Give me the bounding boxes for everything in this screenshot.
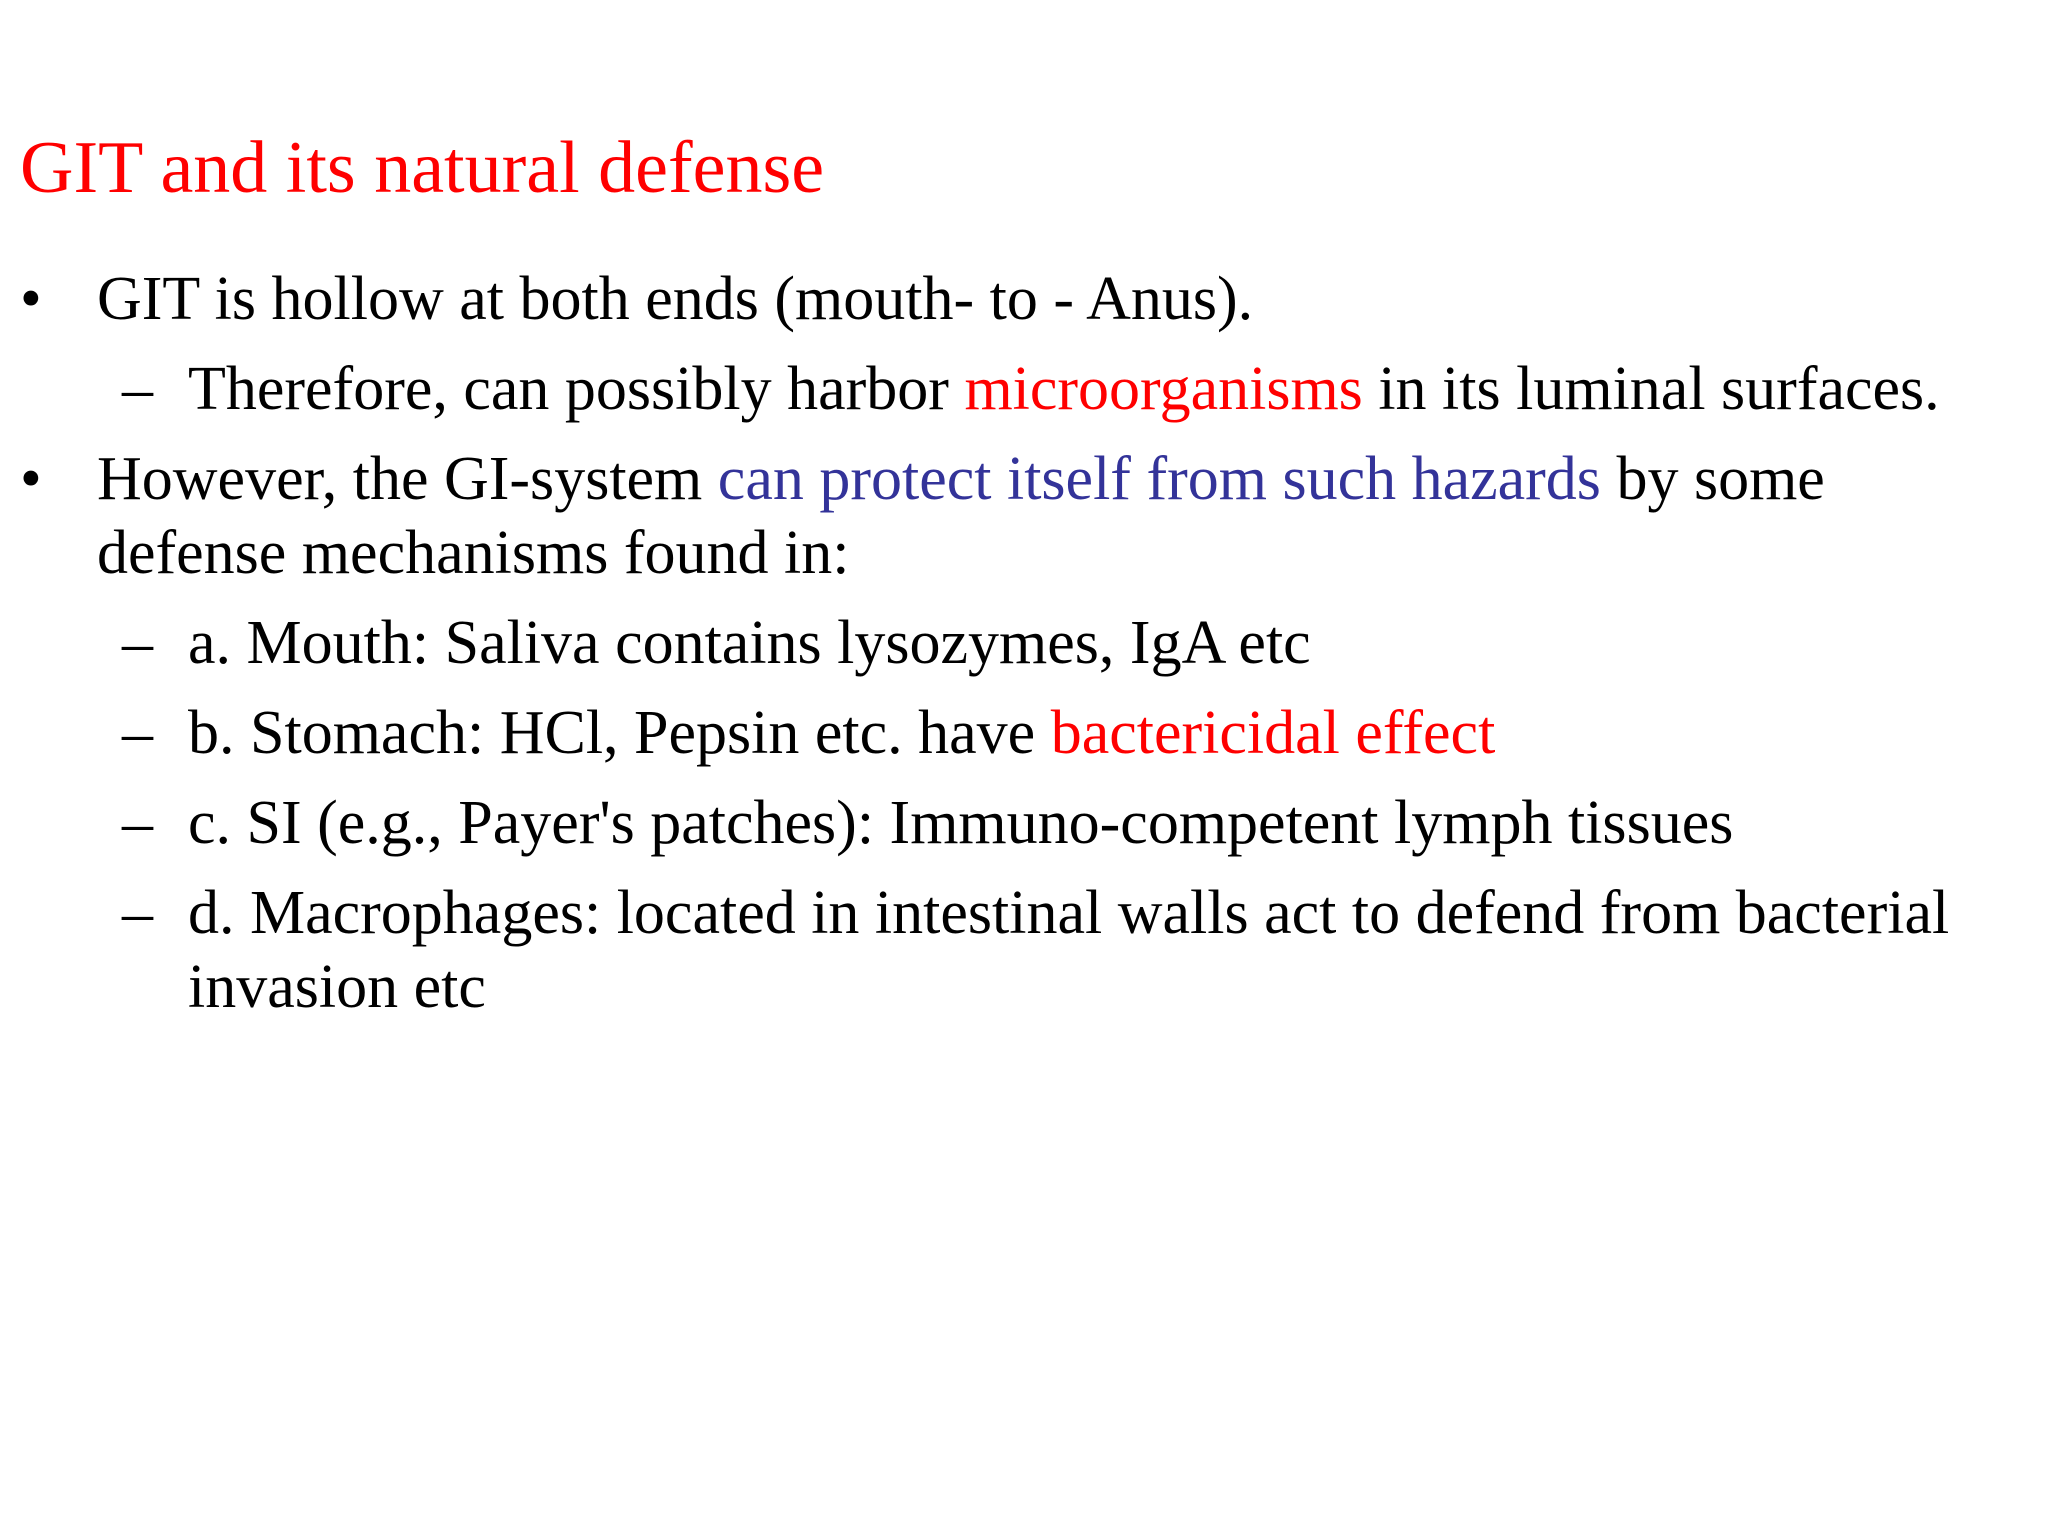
dash-marker: – <box>122 789 153 857</box>
bullet-marker: • <box>20 445 42 513</box>
bullet-item <box>0 262 1907 336</box>
bullet-text-after: by some defense mechanisms found in: <box>97 445 1825 587</box>
sub-bullet-item <box>0 606 1968 680</box>
slide-title: GIT and its natural defense <box>20 127 825 209</box>
sub-bullet-text-before: Therefore, can possibly harbor <box>188 355 965 423</box>
sub-bullet-item <box>0 876 1968 1024</box>
dash-marker: – <box>122 355 153 423</box>
dash-marker: – <box>122 699 153 767</box>
sub-bullet-text: c. SI (e.g., Payer's patches): Immuno-competent lymph tissues <box>188 789 1734 857</box>
bullet-marker: • <box>20 265 42 333</box>
sub-bullet-item <box>0 696 1968 770</box>
sub-bullet-text: a. Mouth: Saliva contains lysozymes, IgA etc <box>188 609 1311 677</box>
sub-bullet-item <box>0 786 1968 860</box>
highlight-bactericidal: bactericidal effect <box>1050 699 1496 767</box>
highlight-microorganisms: microorganisms <box>964 355 1363 423</box>
bullet-list <box>0 262 2048 1024</box>
highlight-protect: can protect itself from such hazards <box>717 445 1601 513</box>
dash-marker: – <box>122 609 153 677</box>
bullet-item <box>0 442 1907 590</box>
sub-bullet-item <box>0 352 1968 426</box>
sub-bullet-text-after: in its luminal surfaces. <box>1362 355 1940 423</box>
sub-bullet-text: d. Macrophages: located in intestinal walls act to defend from bacterial invasion etc <box>188 879 1950 1021</box>
sub-bullet-text-before: b. Stomach: HCl, Pepsin etc. have <box>188 699 1051 767</box>
bullet-text-before: However, the GI-system <box>97 445 718 513</box>
dash-marker: – <box>122 879 153 947</box>
bullet-text: GIT is hollow at both ends (mouth- to - Anus). <box>97 265 1254 333</box>
